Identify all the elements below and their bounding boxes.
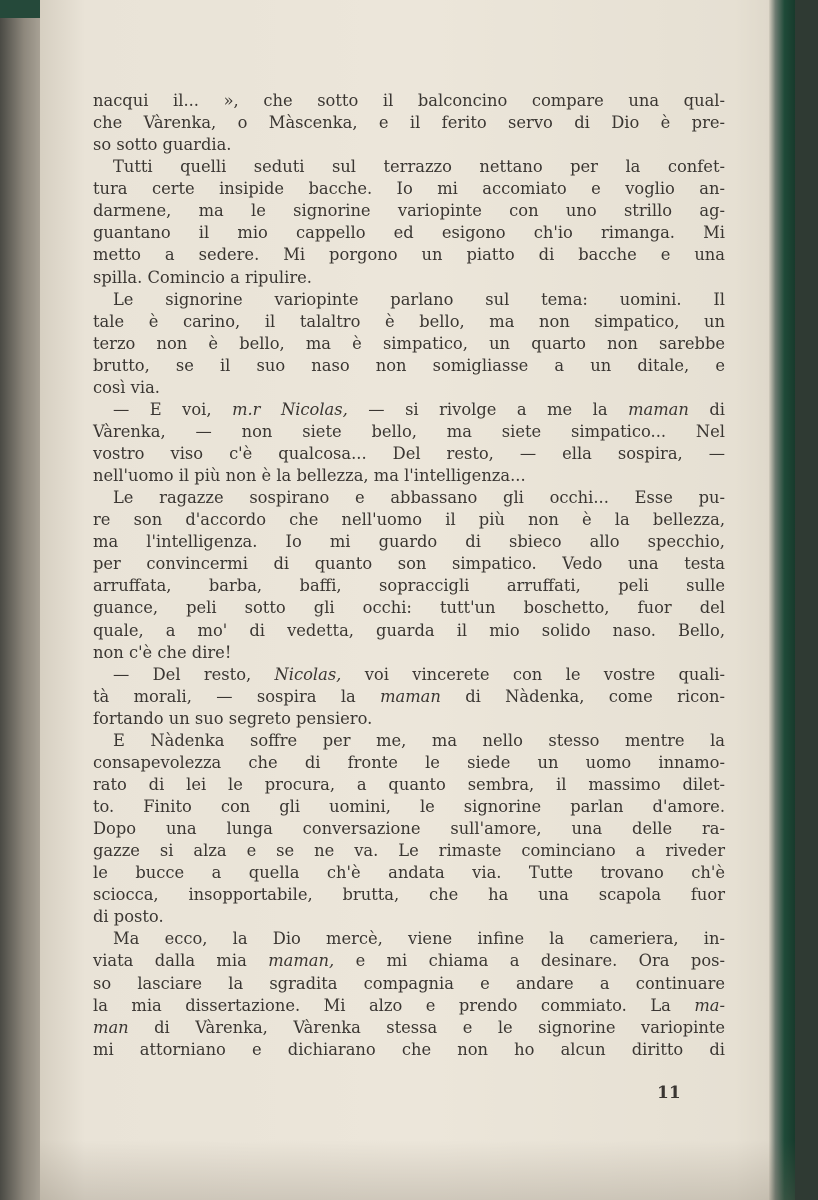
- text-line: [93, 311, 725, 333]
- text-line: [93, 1017, 725, 1039]
- text-segment: nell'uomo il più non è la bellezza, ma l'intelligenza...: [93, 466, 526, 486]
- text-line: [93, 289, 725, 311]
- text-segment: Ma ecco, la Dio mercè, viene infine la cameriera, in-: [113, 929, 725, 949]
- text-line: [93, 156, 725, 178]
- book-cover-edge: [769, 0, 795, 1200]
- text-segment: viata dalla mia: [93, 951, 269, 971]
- text-segment: voi vincerete con le vostre quali-: [341, 664, 725, 684]
- italic-text: maman: [380, 686, 441, 706]
- text-segment: Le ragazze sospirano e abbassano gli occhi... Esse pu-: [113, 488, 725, 508]
- page-number: 11: [657, 1083, 681, 1103]
- text-line: [93, 487, 725, 509]
- text-segment: le bucce a quella ch'è andata via. Tutte trovano ch'è: [93, 863, 725, 883]
- text-line: [93, 178, 725, 200]
- text-segment: Le signorine variopinte parlano sul tema: uomini. Il: [113, 289, 725, 309]
- text-line: [93, 950, 725, 972]
- text-segment: terzo non è bello, ma è simpatico, un quarto non sarebbe: [93, 333, 725, 353]
- text-segment: metto a sedere. Mi porgono un piatto di bacche e una: [93, 245, 725, 265]
- text-segment: darmene, ma le signorine variopinte con uno strillo ag-: [93, 201, 725, 221]
- text-segment: tale è carino, il talaltro è bello, ma non simpatico, un: [93, 311, 725, 331]
- italic-text: ma-: [694, 995, 725, 1015]
- text-line: [93, 620, 725, 642]
- text-line: [93, 531, 725, 553]
- text-segment: consapevolezza che di fronte le siede un uomo innamo-: [93, 752, 725, 772]
- text-segment: guance, peli sotto gli occhi: tutt'un boschetto, fuor del: [93, 598, 725, 618]
- text-segment: — Del resto,: [113, 664, 275, 684]
- text-segment: tà morali, — sospira la: [93, 686, 381, 706]
- text-segment: brutto, se il suo naso non somigliasse a un ditale, e: [93, 355, 725, 375]
- text-segment: tura certe insipide bacche. Io mi accomiato e voglio an-: [93, 179, 725, 199]
- text-segment: to. Finito con gli uomini, le signorine parlan d'amore.: [93, 797, 725, 816]
- text-segment: quale, a mo' di vedetta, guarda il mio solido naso. Bello,: [93, 620, 725, 640]
- text-segment: sciocca, insopportabile, brutta, che ha una scapola fuor: [93, 885, 725, 905]
- text-line: [93, 664, 725, 686]
- text-line: [93, 509, 725, 531]
- text-segment: Tutti quelli seduti sul terrazzo nettano per la confet-: [113, 157, 725, 177]
- text-segment: rato di lei le procura, a quanto sembra, il massimo dilet-: [93, 774, 725, 794]
- text-line: [93, 774, 725, 796]
- text-segment: spilla. Comincio a ripulire.: [93, 267, 312, 287]
- text-segment: per convincermi di quanto son simpatico. Vedo una testa: [93, 554, 725, 574]
- text-segment: e mi chiama a desinare. Ora pos-: [334, 951, 725, 971]
- text-segment: nacqui il... », che sotto il balconcino compare una qual-: [93, 91, 725, 110]
- text-line: [93, 134, 725, 156]
- text-line: [93, 333, 725, 355]
- italic-text: m.r Nicolas,: [232, 399, 348, 419]
- italic-text: maman: [628, 399, 689, 419]
- text-line: [93, 553, 725, 575]
- text-line: [93, 112, 725, 134]
- text-segment: Dopo una lunga conversazione sull'amore, una delle ra-: [93, 819, 725, 839]
- text-segment: gazze si alza e se ne va. Le rimaste cominciano a riveder: [93, 841, 725, 861]
- text-segment: di Nàdenka, come ricon-: [440, 686, 725, 706]
- text-line: [93, 1039, 725, 1061]
- text-line: [93, 642, 725, 664]
- text-line: [93, 597, 725, 619]
- text-line: [93, 267, 725, 289]
- text-line: [93, 840, 725, 862]
- text-line: [93, 443, 725, 465]
- text-line: [93, 708, 725, 730]
- text-line: [93, 862, 725, 884]
- text-line: [93, 928, 725, 950]
- text-line: [93, 421, 725, 443]
- text-line: [93, 575, 725, 597]
- text-line: [93, 752, 725, 774]
- text-segment: — si rivolge a me la: [347, 399, 629, 419]
- text-line: [93, 730, 725, 752]
- text-segment: di Vàrenka, Vàrenka stessa e le signorine variopinte: [128, 1017, 725, 1037]
- italic-text: Nicolas,: [274, 664, 342, 684]
- text-segment: la mia dissertazione. Mi alzo e prendo commiato. La: [93, 995, 695, 1015]
- text-segment: guantano il mio cappello ed esigono ch'io rimanga. Mi: [93, 223, 725, 243]
- text-line: [93, 465, 725, 487]
- text-line: [93, 686, 725, 708]
- text-segment: di: [688, 399, 726, 419]
- text-segment: mi attorniano e dichiarano che non ho alcun diritto di: [93, 1039, 725, 1059]
- italic-text: maman,: [268, 951, 335, 971]
- text-segment: di posto.: [93, 907, 164, 927]
- text-segment: fortando un suo segreto pensiero.: [93, 708, 373, 728]
- text-line: [93, 995, 725, 1017]
- text-line: [93, 222, 725, 244]
- text-segment: so lasciare la sgradita compagnia e andare a continuare: [93, 973, 725, 993]
- text-line: [93, 377, 725, 399]
- text-segment: re son d'accordo che nell'uomo il più non è la bellezza,: [93, 510, 725, 530]
- text-line: [93, 399, 725, 421]
- text-segment: ma l'intelligenza. Io mi guardo di sbieco allo specchio,: [93, 532, 725, 552]
- text-line: [93, 906, 725, 928]
- text-line: [93, 796, 725, 818]
- text-segment: così via.: [93, 377, 160, 397]
- text-segment: arruffata, barba, baffi, sopraccigli arruffati, peli sulle: [93, 576, 725, 596]
- text-line: [93, 90, 725, 112]
- text-segment: Vàrenka, — non siete bello, ma siete simpatico... Nel: [93, 421, 725, 441]
- text-line: [93, 818, 725, 840]
- italic-text: man: [93, 1017, 129, 1037]
- page-shadow: [40, 1140, 795, 1200]
- text-line: [93, 884, 725, 906]
- text-line: [93, 973, 725, 995]
- text-segment: che Vàrenka, o Màscenka, e il ferito servo di Dio è pre-: [93, 113, 725, 133]
- text-line: [93, 355, 725, 377]
- text-segment: non c'è che dire!: [93, 642, 232, 662]
- text-segment: vostro viso c'è qualcosa... Del resto, — ella sospira, —: [93, 444, 725, 463]
- text-segment: E Nàdenka soffre per me, ma nello stesso mentre la: [113, 730, 725, 750]
- text-line: [93, 200, 725, 222]
- text-segment: so sotto guardia.: [93, 135, 232, 155]
- text-segment: — E voi,: [113, 399, 233, 419]
- text-line: [93, 244, 725, 266]
- page-body-text: [93, 90, 725, 1061]
